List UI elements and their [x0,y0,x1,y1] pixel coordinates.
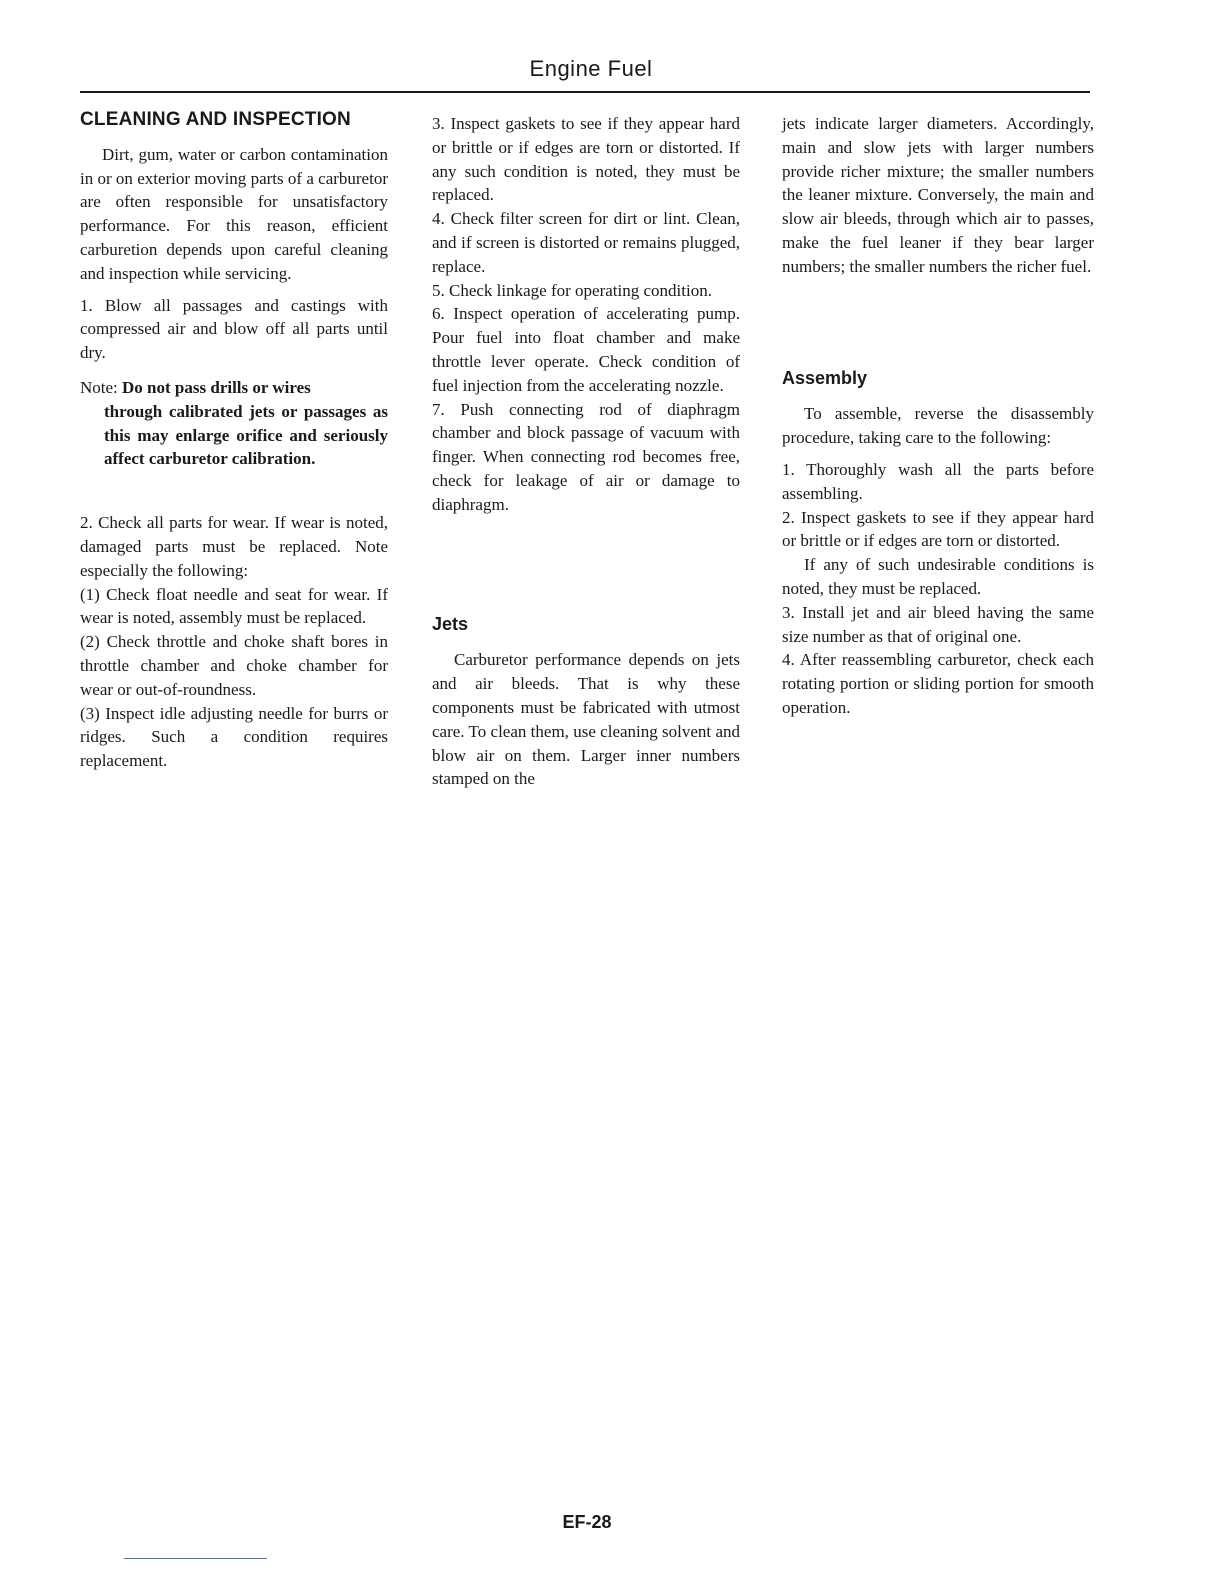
jets-continued: jets indicate larger diameters. Accordingly, main and slow jets with larger numbers provide richer mixture; the smaller numbers the leaner mixture. Conversely, the main and slow air bleeds, through which air to passes, make the fuel leaner if they bear larger numbers; the smaller numbers the richer fuel. [782,114,1094,276]
cleaning-step-7: 7. Push connecting rod of diaphragm chamber and block passage of vacuum with finger. When connecting rod becomes free, check for leakage of air or damage to diaphragm. [432,399,740,514]
cleaning-step-2-sub-1: (1) Check float needle and seat for wear. If wear is noted, assembly must be replaced. [80,584,388,628]
cleaning-intro: Dirt, gum, water or carbon contamination in or on exterior moving parts of a carburetor are often responsible for unsatisfactory performance. For this reason, efficient carburetion depends upon careful cleaning and inspection while servicing. [80,144,388,283]
column-1 [80,108,388,773]
assembly-step-4: 4. After reassembling carburetor, check each rotating portion or sliding portion for smooth operation. [782,650,1094,717]
cleaning-step-2-sub-3: (3) Inspect idle adjusting needle for burrs or ridges. Such a condition requires replacement. [80,703,388,771]
note-label: Note: [80,377,118,397]
assembly-intro: To assemble, reverse the disassembly procedure, taking care to the following: [782,404,1094,448]
cleaning-step-2: 2. Check all parts for wear. If wear is noted, damaged parts must be replaced. Note especially the following: [80,513,388,580]
section-heading-cleaning: CLEANING AND INSPECTION [80,109,351,130]
note-first-line: Do not pass drills or wires [122,377,311,397]
assembly-step-1: 1. Thoroughly wash all the parts before assembling. [782,459,1094,503]
cleaning-step-3: 3. Inspect gaskets to see if they appear hard or brittle or if edges are torn or distorted. If any such condition is noted, they must be replaced. [432,114,740,205]
column-3 [782,108,1094,720]
column-2 [432,108,740,791]
cleaning-note [80,376,388,471]
jets-text: Carburetor performance depends on jets and air bleeds. That is why these components must be fabricated with utmost care. To clean them, use cleaning solvent and blow air on them. Larger inner numbers stamped on the [432,650,740,789]
header-rule [80,91,1090,93]
cleaning-step-4: 4. Check filter screen for dirt or lint. Clean, and if screen is distorted or remains plugged, replace. [432,209,740,276]
cleaning-step-5: 5. Check linkage for operating condition. [432,280,712,300]
section-heading-jets: Jets [432,613,469,634]
page-number: EF-28 [562,1512,612,1532]
cleaning-step-2-sub-2: (2) Check throttle and choke shaft bores in throttle chamber and choke chamber for wear or out-of-roundness. [80,632,388,699]
assembly-step-2-note: If any of such undesirable conditions is noted, they must be replaced. [782,555,1094,598]
assembly-step-3: 3. Install jet and air bleed having the same size number as that of original one. [782,602,1094,646]
note-body: through calibrated jets or passages as this may enlarge orifice and seriously affect carburetor calibration. [104,401,388,469]
page-header-title: Engine Fuel [529,56,653,81]
scan-artifact-line [124,1558,267,1559]
cleaning-step-1: 1. Blow all passages and castings with compressed air and blow off all parts until dry. [80,295,388,363]
section-heading-assembly: Assembly [782,367,868,388]
cleaning-step-6: 6. Inspect operation of accelerating pump. Pour fuel into float chamber and make throttle lever operate. Check condition of fuel injection from the accelerating nozzle. [432,304,740,395]
assembly-step-2: 2. Inspect gaskets to see if they appear hard or brittle or if edges are torn or distorted. [782,507,1094,551]
